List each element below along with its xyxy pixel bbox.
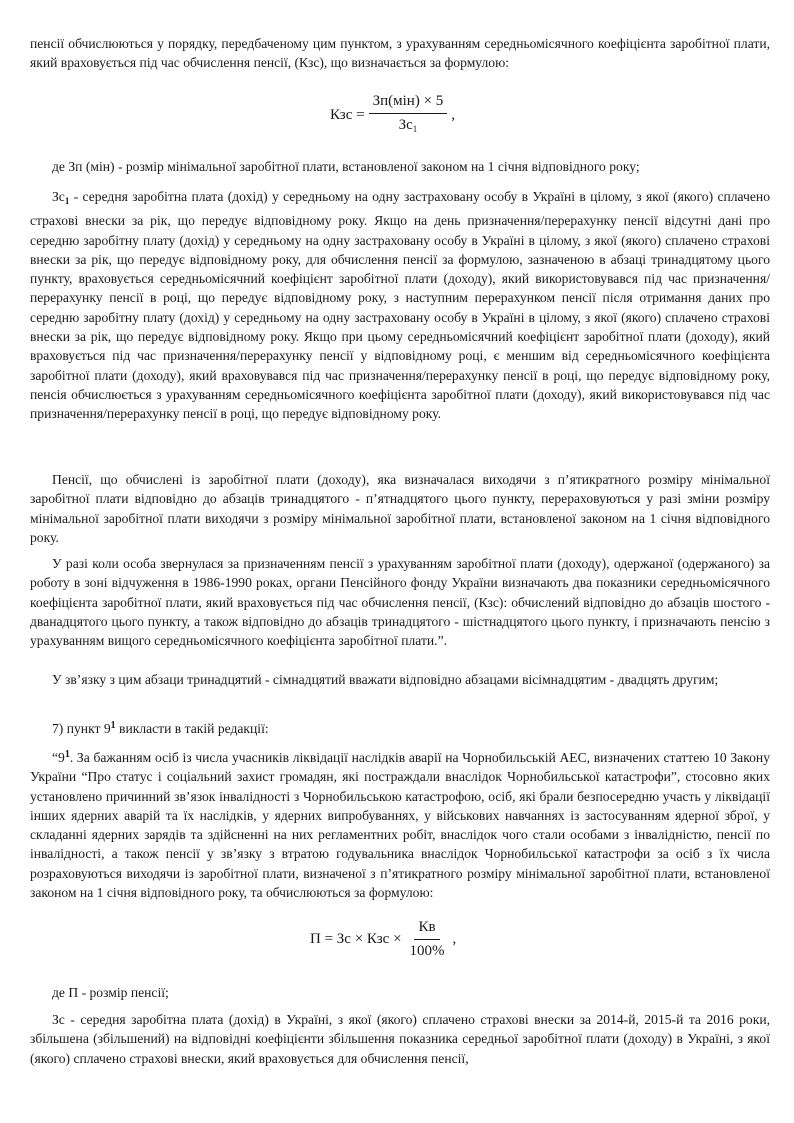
paragraph-intro: пенсії обчислюються у порядку, передбаченому цим пунктом, з урахуванням середньомісячного коефіцієнта заробітної плати, який враховується під час обчислення пенсії, (Кзс), що визначається за формулою: [30,36,770,71]
formula-kzs-numerator: Зп(мін) × 5 [369,92,448,114]
item-91-open: “9 [52,750,65,765]
formula-pension-numerator: Кв [414,918,439,940]
formula-pension-lhs: П = Зс × Кзс × [310,931,402,948]
item-91-text: . За бажанням осіб із числа учасників ліквідації наслідків аварії на Чорнобильській АЕС, визначених статтею 10 Закону України “Про статус і соціальний захист громадян, які постраждали внаслідок Чорнобильської катастрофи”, стосовно яких установлено причинний зв’язок інвалідності з Чорнобильською катастрофою, осіб, які брали безпосередню участь у ліквідації інших ядерних аварій та їх наслідків, у ядерних випробуваннях, у військових навчаннях із застосуванням ядерної зброї, у складанні ядерних зарядів та здійсненні на них регламентних робіт, внаслідок чого стали особами з інвалідністю, пенсії по інвалідності, а також пенсії у зв’язку з втратою годувальника внаслідок Чорнобильської катастрофи за осіб з їх числа розраховуються виходячи із заробітної плати, визначеної з п’ятикратного розміру мінімальної заробітної плати, встановленої законом на 1 січня відповідного року, та обчислюються за формулою: [30,750,770,901]
zs1-symbol: Зс [52,189,65,204]
paragraph-exclusion-zone: У разі коли особа звернулася за призначенням пенсії з урахуванням заробітної плати (доходу), одержаної (одержаного) за роботу в зоні відчуження в 1986-1990 роках, органи Пенсійного фонду України визначають два показники середньомісячного коефіцієнта заробітної плати, який враховується під час обчислення пенсії, (Кзс): обчислений відповідно до абзаців шостого - дванадцятого цього пункту, а також відповідно до абзаців тринадцятого - шістнадцятого цього пункту, і призначають пенсію з урахуванням вищого середньомісячного коефіцієнта заробітної плати.”. [30,556,770,649]
item-7-rest: викласти в такій редакції: [115,721,269,736]
item-7-superscript: 1 [110,720,116,731]
formula-kzs [330,92,455,140]
formula-kzs-fraction [369,92,448,140]
denominator-base: Зс [398,117,413,134]
zs1-subscript: 1 [64,196,70,206]
item-7-prefix: 7) пункт 9 [52,721,111,736]
formula-kzs-lhs: Кзс = [330,107,365,124]
formula-pension [310,918,456,962]
paragraph-zp-definition: де Зп (мін) - розмір мінімальної заробітної плати, встановленої законом на 1 січня відповідного року; [52,159,640,174]
item-91-superscript: 1 [64,749,70,760]
formula-pension-fraction [406,918,449,962]
paragraph-zs1-definition [30,187,770,424]
denominator-subscript: 1 [412,124,418,135]
paragraph-p-definition: де П - розмір пенсії; [52,985,169,1000]
paragraph-zs-definition: Зс - середня заробітна плата (дохід) в Україні, з якої (якого) сплачено страхові внески за 2014-й, 2015-й та 2016 роки, збільшена (збільшений) на відповідні коефіцієнти збільшення показника середньої заробітної плати (доходу) в Україні, з якої (якого) сплачено страхові внески, який враховується для обчислення пенсії, [30,1012,770,1066]
formula-kzs-denominator [395,114,422,139]
zs1-text: - середня заробітна плата (дохід) у середньому на одну застраховану особу в Україні в цілому, з якої (якого) сплачено страхові внески за рік, що передує відповідному року. Якщо на день призначення/перерахунку пенсії відсутні дані про середню заробітну плату (дохід) у середньому на одну застраховану особу в Україні в цілому, з якої (якого) сплачено страхові внески за рік, що передує відповідному року, для обчислення пенсії за формулою, зазначеною в абзаці тринадцятому цього пункту, враховується середньомісячний коефіцієнт заробітної плати (доходу), який використовувався під час призначення/перерахунку пенсії в році, що передує відповідному року, з наступним перерахунком пенсії після отримання даних про середню заробітну плату (дохід) у середньому на одну застраховану особу в Україні в цілому, з якої (якого) сплачено страхові внески за рік, що передує відповідному року. Якщо при цьому середньомісячний коефіцієнт заробітної плати (доходу), який враховується під час призначення/перерахунку пенсії у відповідному році, є меншим від середньомісячного коефіцієнта заробітної плати (доходу), який враховувався під час призначення/перерахунку пенсії в році, що передує відповідному року, пенсія обчислюється з урахуванням середньомісячного коефіцієнта заробітної плати (доходу), який використовувався під час призначення/перерахунку пенсії в році, що передує відповідному року. [30,189,770,422]
paragraph-renumbering: У зв’язку з цим абзаци тринадцятий - сімнадцятий вважати відповідно абзацами вісімнадцятим - двадцять другим; [52,672,719,687]
paragraph-9-1 [30,745,770,902]
formula-pension-comma: , [452,931,457,948]
paragraph-pensions-recalc: Пенсії, що обчислені із заробітної плати (доходу), яка визначалася виходячи з п’ятикратного розміру мінімальної заробітної плати відповідно до абзаців тринадцятого - п’ятнадцятого цього пункту, перераховуються у разі зміни розміру мінімальної заробітної плати виходячи з розміру мінімальної заробітної плати, встановленої законом на 1 січня відповідного року. [30,472,770,545]
formula-pension-denominator: 100% [409,943,445,960]
paragraph-item-7 [30,716,770,738]
formula-kzs-comma: , [451,107,456,124]
